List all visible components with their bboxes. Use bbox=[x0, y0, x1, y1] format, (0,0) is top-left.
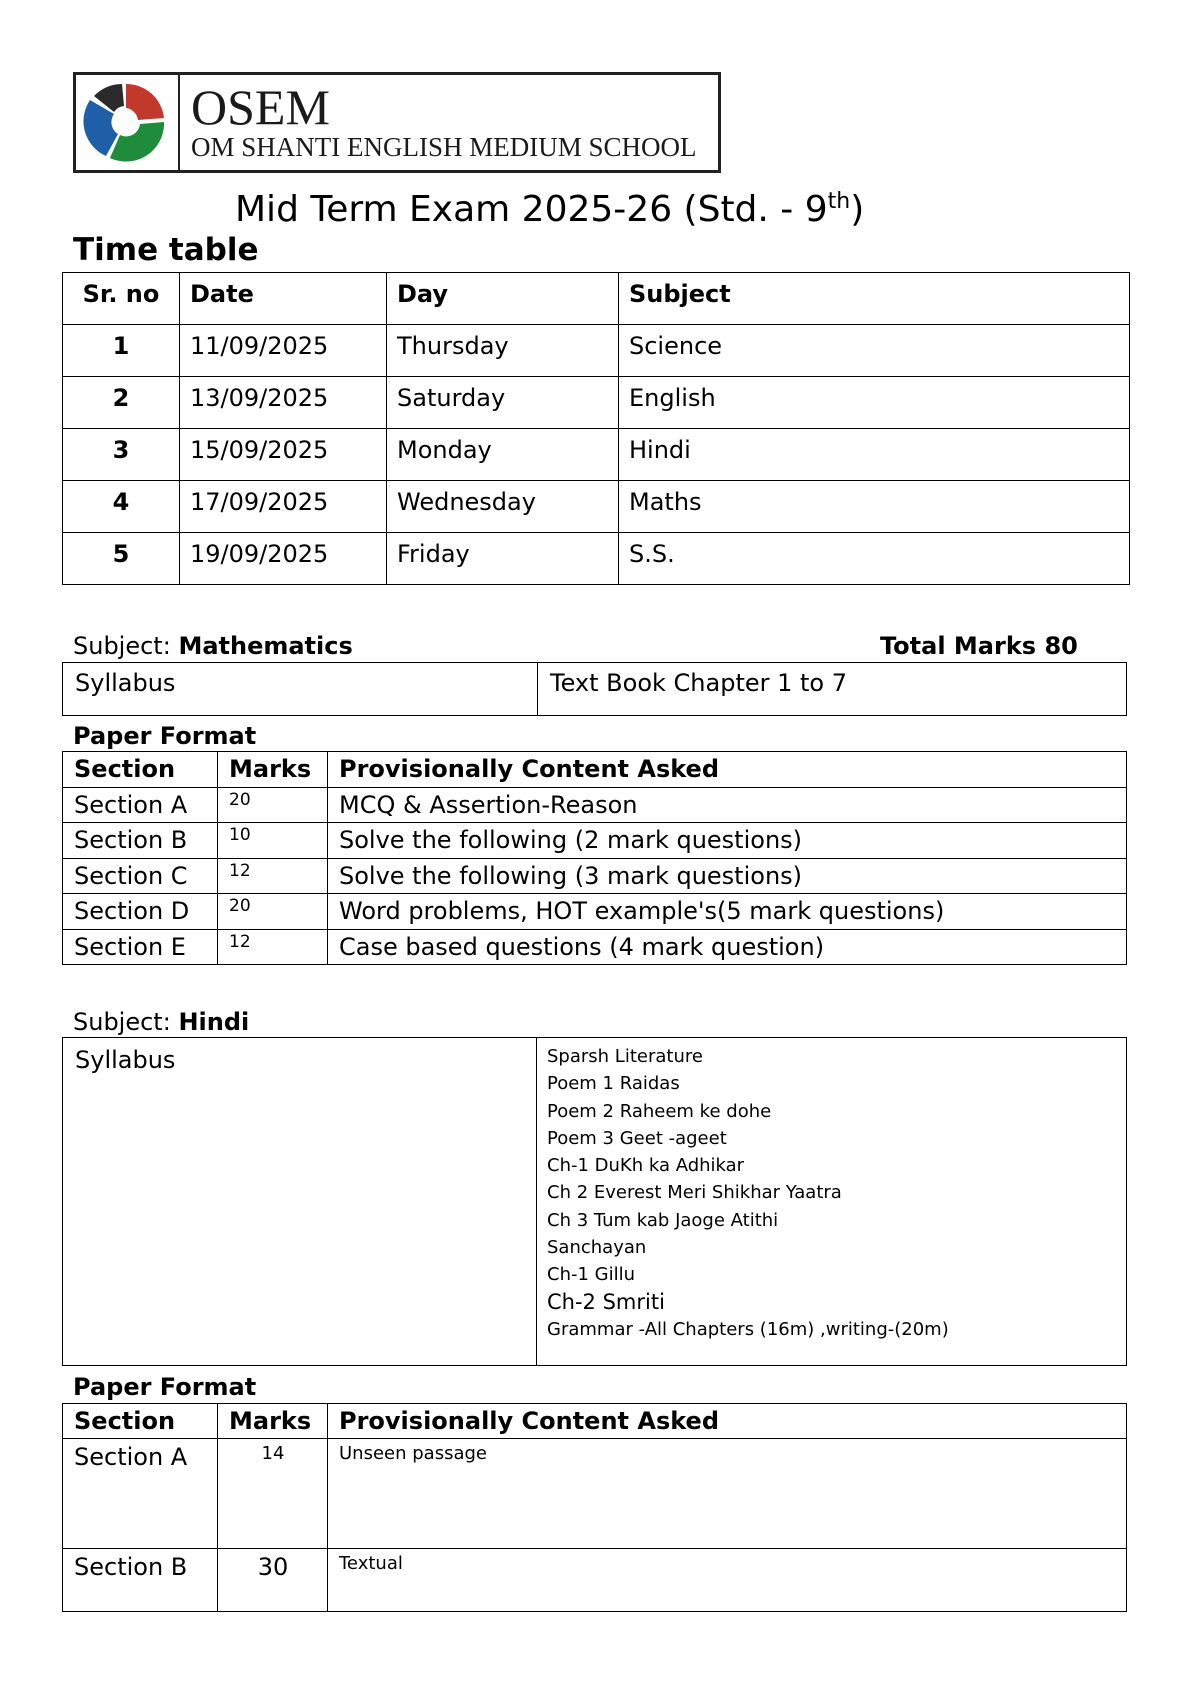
day: Friday bbox=[387, 533, 619, 585]
exam-title-close: ) bbox=[850, 189, 865, 230]
syllabus-item: Grammar -All Chapters (16m) ,writing-(20m) bbox=[547, 1318, 949, 1340]
date: 13/09/2025 bbox=[180, 377, 387, 429]
section: Section E bbox=[63, 929, 218, 965]
marks: 12 bbox=[218, 929, 328, 965]
col-content: Provisionally Content Asked bbox=[328, 1404, 1127, 1439]
table-row bbox=[63, 533, 1130, 585]
marks: 30 bbox=[218, 1549, 328, 1612]
table-row bbox=[63, 663, 1127, 716]
maths-subject-line bbox=[73, 632, 353, 660]
syllabus-item: Sparsh Literature bbox=[547, 1046, 703, 1067]
timetable-heading: Time table bbox=[73, 232, 259, 268]
date: 19/09/2025 bbox=[180, 533, 387, 585]
hindi-syllabus-list bbox=[537, 1038, 1127, 1366]
syllabus-label: Syllabus bbox=[63, 663, 538, 716]
content: Solve the following (3 mark questions) bbox=[328, 858, 1127, 894]
section: Section C bbox=[63, 858, 218, 894]
section: Section B bbox=[63, 823, 218, 859]
col-subject: Subject bbox=[619, 273, 1130, 325]
sr-no: 1 bbox=[63, 325, 180, 377]
syllabus-item: Ch 2 Everest Meri Shikhar Yaatra bbox=[547, 1182, 842, 1204]
date: 15/09/2025 bbox=[180, 429, 387, 481]
paper-format-header-row bbox=[63, 752, 1127, 788]
table-row bbox=[63, 325, 1130, 377]
maths-syllabus-table bbox=[62, 662, 1127, 716]
day: Thursday bbox=[387, 325, 619, 377]
col-content: Provisionally Content Asked bbox=[328, 752, 1127, 788]
exam-title bbox=[235, 178, 864, 234]
maths-subject-name: Mathematics bbox=[178, 632, 353, 660]
maths-total-marks: Total Marks 80 bbox=[880, 632, 1078, 660]
syllabus-item: Ch-2 Smriti bbox=[547, 1289, 665, 1314]
day: Wednesday bbox=[387, 481, 619, 533]
col-marks: Marks bbox=[218, 1404, 328, 1439]
hindi-paper-format-label: Paper Format bbox=[73, 1373, 257, 1401]
subject-label: Subject: bbox=[73, 632, 179, 660]
subject: English bbox=[619, 377, 1130, 429]
subject: Hindi bbox=[619, 429, 1130, 481]
col-section: Section bbox=[63, 752, 218, 788]
hindi-subject-line bbox=[73, 1008, 249, 1036]
marks: 14 bbox=[218, 1439, 328, 1549]
exam-title-text: Mid Term Exam 2025-26 (Std. - 9 bbox=[235, 189, 828, 230]
table-row bbox=[63, 894, 1127, 930]
marks: 12 bbox=[218, 858, 328, 894]
day: Saturday bbox=[387, 377, 619, 429]
table-row bbox=[63, 858, 1127, 894]
table-row bbox=[63, 787, 1127, 823]
timetable-table bbox=[62, 272, 1130, 585]
sr-no: 4 bbox=[63, 481, 180, 533]
subject: S.S. bbox=[619, 533, 1130, 585]
maths-syllabus-value: Text Book Chapter 1 to 7 bbox=[538, 663, 1127, 716]
marks: 10 bbox=[218, 823, 328, 859]
content: Textual bbox=[328, 1549, 1127, 1612]
school-emblem-icon bbox=[76, 75, 180, 170]
syllabus-item: Ch-1 Gillu bbox=[547, 1264, 636, 1286]
section: Section A bbox=[63, 1439, 218, 1549]
hindi-syllabus-table bbox=[62, 1037, 1127, 1366]
content: MCQ & Assertion-Reason bbox=[328, 787, 1127, 823]
exam-title-superscript: th bbox=[827, 189, 851, 214]
school-logo-box bbox=[73, 72, 721, 173]
subject: Maths bbox=[619, 481, 1130, 533]
syllabus-item: Sanchayan bbox=[547, 1237, 647, 1259]
content: Solve the following (2 mark questions) bbox=[328, 823, 1127, 859]
table-row bbox=[63, 1038, 1127, 1366]
syllabus-label: Syllabus bbox=[63, 1038, 537, 1366]
col-marks: Marks bbox=[218, 752, 328, 788]
col-date: Date bbox=[180, 273, 387, 325]
date: 11/09/2025 bbox=[180, 325, 387, 377]
subject-label: Subject: bbox=[73, 1008, 179, 1036]
timetable-header-row bbox=[63, 273, 1130, 325]
table-row bbox=[63, 823, 1127, 859]
marks: 20 bbox=[218, 787, 328, 823]
syllabus-item: Poem 2 Raheem ke dohe bbox=[547, 1100, 772, 1122]
col-section: Section bbox=[63, 1404, 218, 1439]
syllabus-item: Poem 3 Geet -ageet bbox=[547, 1127, 727, 1149]
subject: Science bbox=[619, 325, 1130, 377]
table-row bbox=[63, 429, 1130, 481]
paper-format-header-row bbox=[63, 1404, 1127, 1439]
col-day: Day bbox=[387, 273, 619, 325]
table-row bbox=[63, 929, 1127, 965]
maths-paper-format-table bbox=[62, 751, 1127, 965]
content: Unseen passage bbox=[328, 1439, 1127, 1549]
col-sr-no: Sr. no bbox=[63, 273, 180, 325]
table-row bbox=[63, 377, 1130, 429]
syllabus-item: Ch-1 DuKh ka Adhikar bbox=[547, 1155, 745, 1177]
syllabus-item: Ch 3 Tum kab Jaoge Atithi bbox=[547, 1209, 779, 1231]
section: Section D bbox=[63, 894, 218, 930]
sr-no: 5 bbox=[63, 533, 180, 585]
school-brand: OSEM bbox=[191, 79, 330, 135]
table-row bbox=[63, 481, 1130, 533]
marks: 20 bbox=[218, 894, 328, 930]
day: Monday bbox=[387, 429, 619, 481]
school-name: OM SHANTI ENGLISH MEDIUM SCHOOL bbox=[191, 132, 697, 162]
hindi-subject-name: Hindi bbox=[178, 1008, 250, 1036]
sr-no: 3 bbox=[63, 429, 180, 481]
content: Word problems, HOT example's(5 mark questions) bbox=[328, 894, 1127, 930]
table-row bbox=[63, 1549, 1127, 1612]
content: Case based questions (4 mark question) bbox=[328, 929, 1127, 965]
date: 17/09/2025 bbox=[180, 481, 387, 533]
section: Section A bbox=[63, 787, 218, 823]
maths-paper-format-label: Paper Format bbox=[73, 722, 257, 750]
hindi-paper-format-table bbox=[62, 1403, 1127, 1612]
syllabus-item: Poem 1 Raidas bbox=[547, 1073, 680, 1095]
sr-no: 2 bbox=[63, 377, 180, 429]
table-row bbox=[63, 1439, 1127, 1549]
section: Section B bbox=[63, 1549, 218, 1612]
